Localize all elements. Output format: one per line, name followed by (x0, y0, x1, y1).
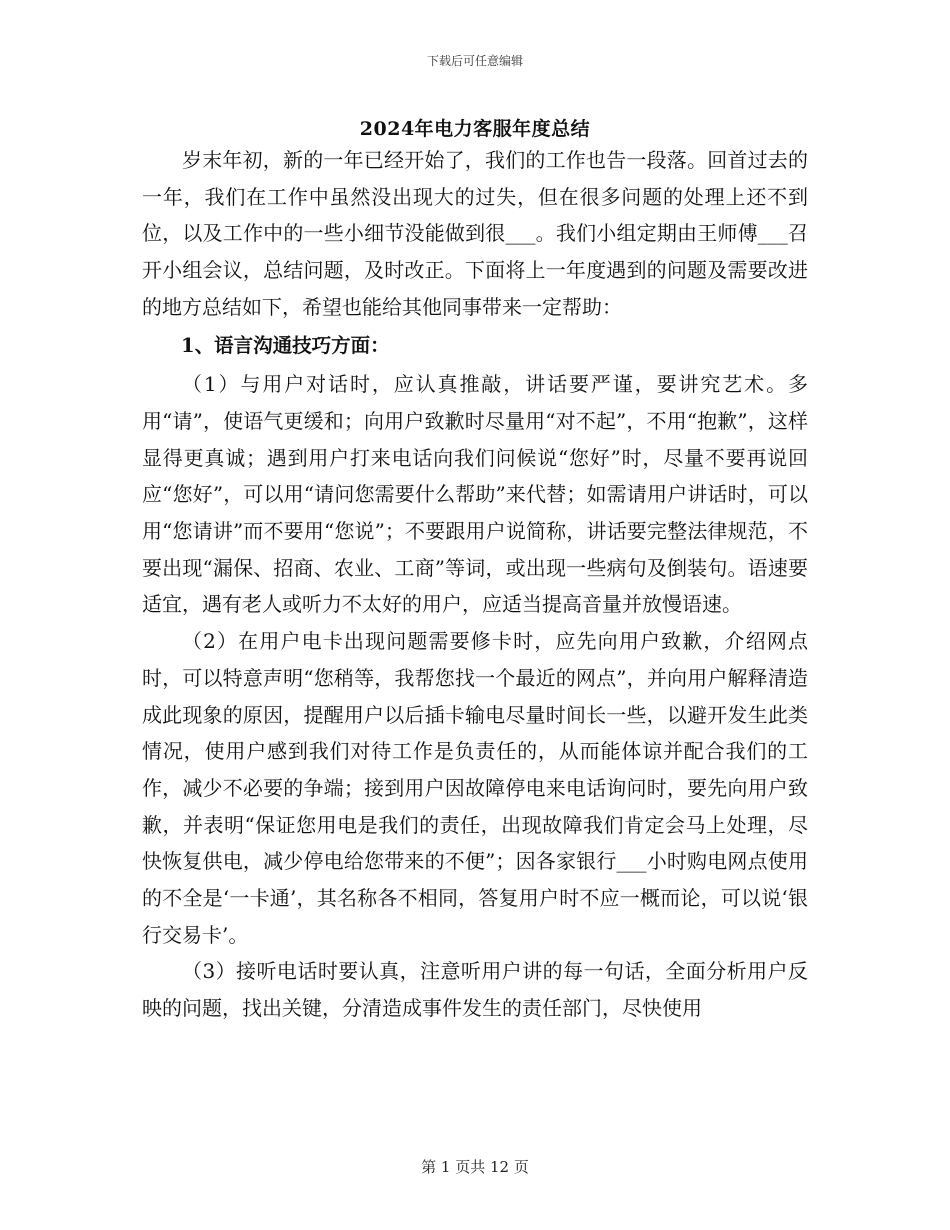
paragraph-2: （2）在用户电卡出现问题需要修卡时，应先向用户致歉，介绍网点时，可以特意声明“您稍等，我帮您找一个最近的网点”，并向用户解释清造成此现象的原因，提醒用户以后插卡输电尽量时间长一些，以避开发生此类情况，使用户感到我们对待工作是负责任的，从而能体谅并配合我们的工作，减少不必要的争端；接到用户因故障停电来电话询问时，要先向用户致歉，并表明“保证您用电是我们的责任，出现故障我们肯定会马上处理，尽快恢复供电，减少停电给您带来的不便”；因各家银行___小时购电网点使用的不全是‘一卡通’，其名称各不相同，答复用户时不应一概而论，可以说‘银行交易卡’。 (142, 629, 808, 947)
header-note: 下载后可任意编辑 (426, 54, 523, 68)
intro-paragraph: 岁末年初，新的一年已经开始了，我们的工作也告一段落。回首过去的一年，我们在工作中虽然没出现大的过失，但在很多问题的处理上还不到位，以及工作中的一些小细节没能做到很___。我们小组定期由王师傅___召开小组会议，总结问题，及时改正。下面将上一年度遇到的问题及需要改进的地方总结如下，希望也能给其他同事带来一定帮助： (142, 148, 808, 319)
document-title: 2024年电力客服年度总结 (359, 118, 591, 140)
paragraph-3: （3）接听电话时要认真，注意听用户讲的每一句话，全面分析用户反映的问题，找出关键，分清造成事件发生的责任部门，尽快使用 (142, 959, 808, 1021)
document-body (142, 142, 808, 1027)
paragraph-1: （1）与用户对话时，应认真推敲，讲话要严谨，要讲究艺术。多用“请”，使语气更缓和；向用户致歉时尽量用“对不起”，不用“抱歉”，这样显得更真诚；遇到用户打来电话向我们问候说“您好”时，尽量不要再说回应“您好”，可以用“请问您需要什么帮助”来代替；如需请用户讲话时，可以用“您请讲”而不要用“您说”；不要跟用户说简称，讲话要完整法律规范，不要出现“漏保、招商、农业、工商”等词，或出现一些病句及倒装句。语速要适宜，遇有老人或听力不太好的用户，应适当提高音量并放慢语速。 (142, 372, 808, 617)
page-footer: 第 1 页共 12 页 (421, 1158, 529, 1176)
section-heading: 1、语言沟通技巧方面： (181, 333, 390, 357)
